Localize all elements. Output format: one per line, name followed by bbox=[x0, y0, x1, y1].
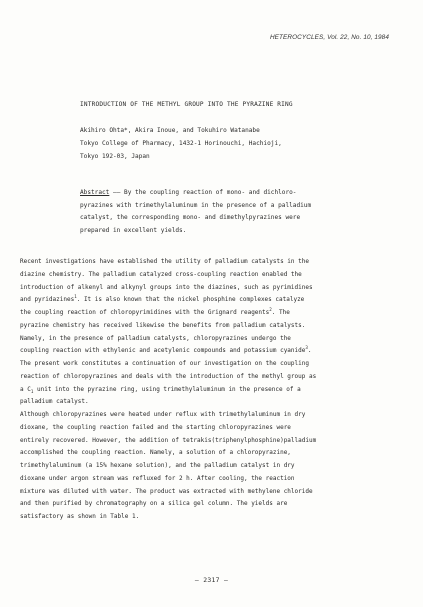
page-number: — 2317 — bbox=[194, 576, 229, 584]
journal-citation: HETEROCYCLES, Vol. 22, No. 10, 1984 bbox=[269, 34, 389, 41]
body-text-fragment: coupling reaction with ethylenic and acetylenic compounds and potassium cyanide bbox=[20, 347, 306, 355]
body-text-fragment: . bbox=[307, 347, 312, 355]
author-block bbox=[80, 125, 282, 163]
abstract-line: prepared in excellent yields. bbox=[80, 227, 187, 235]
body-text-fragment: . It is also known that the nickel phosphine complexes catalyze bbox=[76, 296, 305, 304]
body-line: pyrazine chemistry has received likewise the benefits from palladium catalysts. bbox=[20, 321, 306, 329]
body-line bbox=[20, 345, 405, 358]
abstract-text: By the coupling reaction of mono- and dichloro- bbox=[124, 189, 297, 196]
body-line: reaction of chloropyrazines and deals with the introduction of the methyl group as bbox=[20, 372, 317, 380]
body-text-fragment: the coupling reaction of chloropyrimidines with the Grignard reagents bbox=[20, 309, 270, 316]
affiliation-line: Tokyo College of Pharmacy, 1432-1 Horinouchi, Hachioji, bbox=[80, 139, 282, 147]
subscript: 1 bbox=[30, 388, 34, 394]
reference-superscript: 3 bbox=[305, 345, 308, 351]
body-text-fragment: unit into the pyrazine ring, using trimethylaluminum in the presence of a bbox=[33, 385, 301, 393]
body-line: satisfactory as shown in Table 1. bbox=[20, 513, 140, 520]
abstract-dash: —— bbox=[109, 189, 125, 196]
body-line: diazine chemistry. The palladium catalyzed cross-coupling reaction enabled the bbox=[20, 270, 302, 278]
body-text-fragment: and pyridazines bbox=[20, 296, 75, 304]
body-line: trimethylaluminum (a 15% hexane solution), and the palladium catalyst in dry bbox=[20, 462, 295, 469]
body-line: introduction of alkenyl and alkynyl groups into the diazines, such as pyrimidines bbox=[20, 283, 313, 291]
body-line: palladium catalyst. bbox=[20, 398, 89, 406]
body-text bbox=[20, 256, 405, 524]
body-line: dioxane under argon stream was refluxed for 2 h. After cooling, the reaction bbox=[20, 474, 295, 482]
abstract-block bbox=[80, 187, 375, 238]
body-line: accomplished the coupling reaction. Namely, a solution of a chloropyrazine, bbox=[20, 449, 291, 457]
body-line: dioxane, the coupling reaction failed and the starting chloropyrazines were bbox=[20, 423, 291, 431]
body-line bbox=[20, 384, 405, 397]
body-line: The present work constitutes a continuation of our investigation on the coupling bbox=[20, 360, 309, 367]
affiliation-line: Tokyo 192-03, Japan bbox=[80, 152, 150, 160]
abstract-line: pyrazines with trimethylaluminum in the presence of a palladium bbox=[80, 201, 312, 209]
article-title: INTRODUCTION OF THE METHYL GROUP INTO THE PYRAZINE RING bbox=[80, 101, 293, 108]
body-line: mixture was diluted with water. The product was extracted with methylene chloride bbox=[20, 487, 313, 495]
body-text-fragment: . The bbox=[271, 309, 290, 316]
body-text-fragment: a C bbox=[20, 385, 31, 393]
author-names: Akihiro Ohta*, Akira Inoue, and Tokuhiro Watanabe bbox=[80, 127, 260, 134]
reference-superscript: 2 bbox=[269, 307, 272, 312]
body-line: and then purified by chromatography on a silica gel column. The yields are bbox=[20, 500, 288, 508]
body-line: Namely, in the presence of palladium catalysts, chloropyrazines undergo the bbox=[20, 334, 291, 342]
body-line bbox=[20, 307, 405, 320]
body-line bbox=[20, 294, 405, 307]
abstract-line bbox=[80, 187, 375, 200]
body-line: entirely recovered. However, the addition of tetrakis(triphenylphosphine)palladium bbox=[20, 436, 317, 444]
body-line: Recent investigations have established the utility of palladium catalysts in the bbox=[20, 258, 309, 265]
body-line: Although chloropyrazines were heated under reflux with trimethylaluminum in dry bbox=[20, 411, 306, 418]
abstract-label: Abstract bbox=[80, 189, 110, 196]
abstract-line: catalyst, the corresponding mono- and dimethylpyrazines were bbox=[80, 214, 301, 222]
reference-superscript: 1 bbox=[74, 294, 77, 300]
